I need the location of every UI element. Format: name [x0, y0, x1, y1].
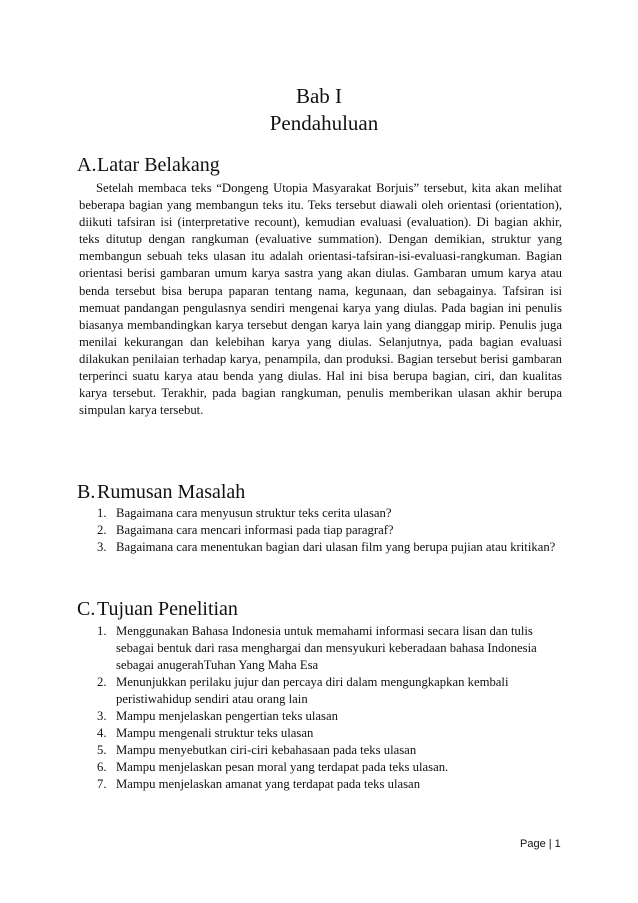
list-item: 7. Mampu menjelaskan amanat yang terdapat pada teks ulasan: [97, 777, 421, 791]
section-c-title: Tujuan Penelitian: [97, 598, 238, 620]
chapter-title: Pendahuluan: [269, 111, 379, 135]
section-a-paragraph: [79, 180, 562, 419]
section-a-title: Latar Belakang: [97, 154, 220, 176]
section-a-paragraph-text: Setelah membaca teks “Dongeng Utopia Masyarakat Borjuis” tersebut, kita akan melihat beberapa bagian yang membangun teks itu. Teks tersebut diawali oleh orientasi (orientation), diikuti tafsiran isi (interpretative recount), kemudian evaluasi (evaluation). Di bagian akhir, teks ditutup dengan rangkuman (evaluative summation). Dengan demikian, struktur yang membangun sebuah teks ulasan itu adalah orientasi-tafsiran-isi-evaluasi-rangkuman. Bagian orientasi berisi gambaran umum karya sastra yang akan diulas. Gambaran umum karya atau benda tersebut bisa berupa paparan tentang nama, kegunaan, dan sebagainya. Tafsiran isi memuat pandangan pengulasnya sendiri mengenai karya yang diulas. Pada bagian ini penulis biasanya membandingkan karya tersebut dengan karya lain yang dianggap mirip. Penulis juga menilai kekurangan dan kelebihan karya yang diulas. Selanjutnya, pada bagian evaluasi dilakukan penilaian terhadap karya, penampila, dan produksi. Bagian tersebut berisi gambaran terperinci suatu karya atau benda yang diulas. Hal ini bisa berupa bagian, ciri, dan kualitas karya tersebut. Terakhir, pada bagian rangkuman, penulis memberikan ulasan akhir berupa simpulan karya tersebut.: [79, 181, 562, 418]
list-item: 2. Bagaimana cara mencari informasi pada tiap paragraf?: [97, 523, 394, 537]
section-b-title: Rumusan Masalah: [97, 481, 246, 503]
objective-list: [79, 623, 549, 793]
list-item: 3. Bagaimana cara menentukan bagian dari ulasan film yang berupa pujian atau kritikan?: [97, 540, 556, 554]
list-item: 2. Menunjukkan perilaku jujur dan percaya diri dalam mengungkapkan kembali peristiwahidup sendiri atau orang lain: [97, 675, 509, 706]
list-item: 3. Mampu menjelaskan pengertian teks ulasan: [97, 709, 338, 723]
page-number: Page | 1: [520, 838, 561, 850]
section-b-heading: [77, 480, 245, 504]
section-b-letter: B.: [77, 481, 96, 503]
section-a-heading: [77, 153, 220, 177]
list-item: 1. Bagaimana cara menyusun struktur teks cerita ulasan?: [97, 506, 392, 520]
list-item: 5. Mampu menyebutkan ciri-ciri kebahasaan pada teks ulasan: [97, 743, 417, 757]
chapter-label: Bab I: [295, 84, 343, 108]
list-item: 1. Menggunakan Bahasa Indonesia untuk memahami informasi secara lisan dan tulis sebagai bentuk dari rasa menghargai dan mensyukuri keberadaan bahasa Indonesia sebagai anugerahTuhan Yang Maha Esa: [97, 624, 537, 672]
list-item: 4. Mampu mengenali struktur teks ulasan: [97, 726, 314, 740]
section-a-letter: A.: [77, 154, 97, 176]
list-item: 6. Mampu menjelaskan pesan moral yang terdapat pada teks ulasan.: [97, 760, 449, 774]
problem-list: [79, 505, 564, 556]
section-c-heading: [77, 597, 238, 621]
section-c-letter: C.: [77, 598, 96, 620]
